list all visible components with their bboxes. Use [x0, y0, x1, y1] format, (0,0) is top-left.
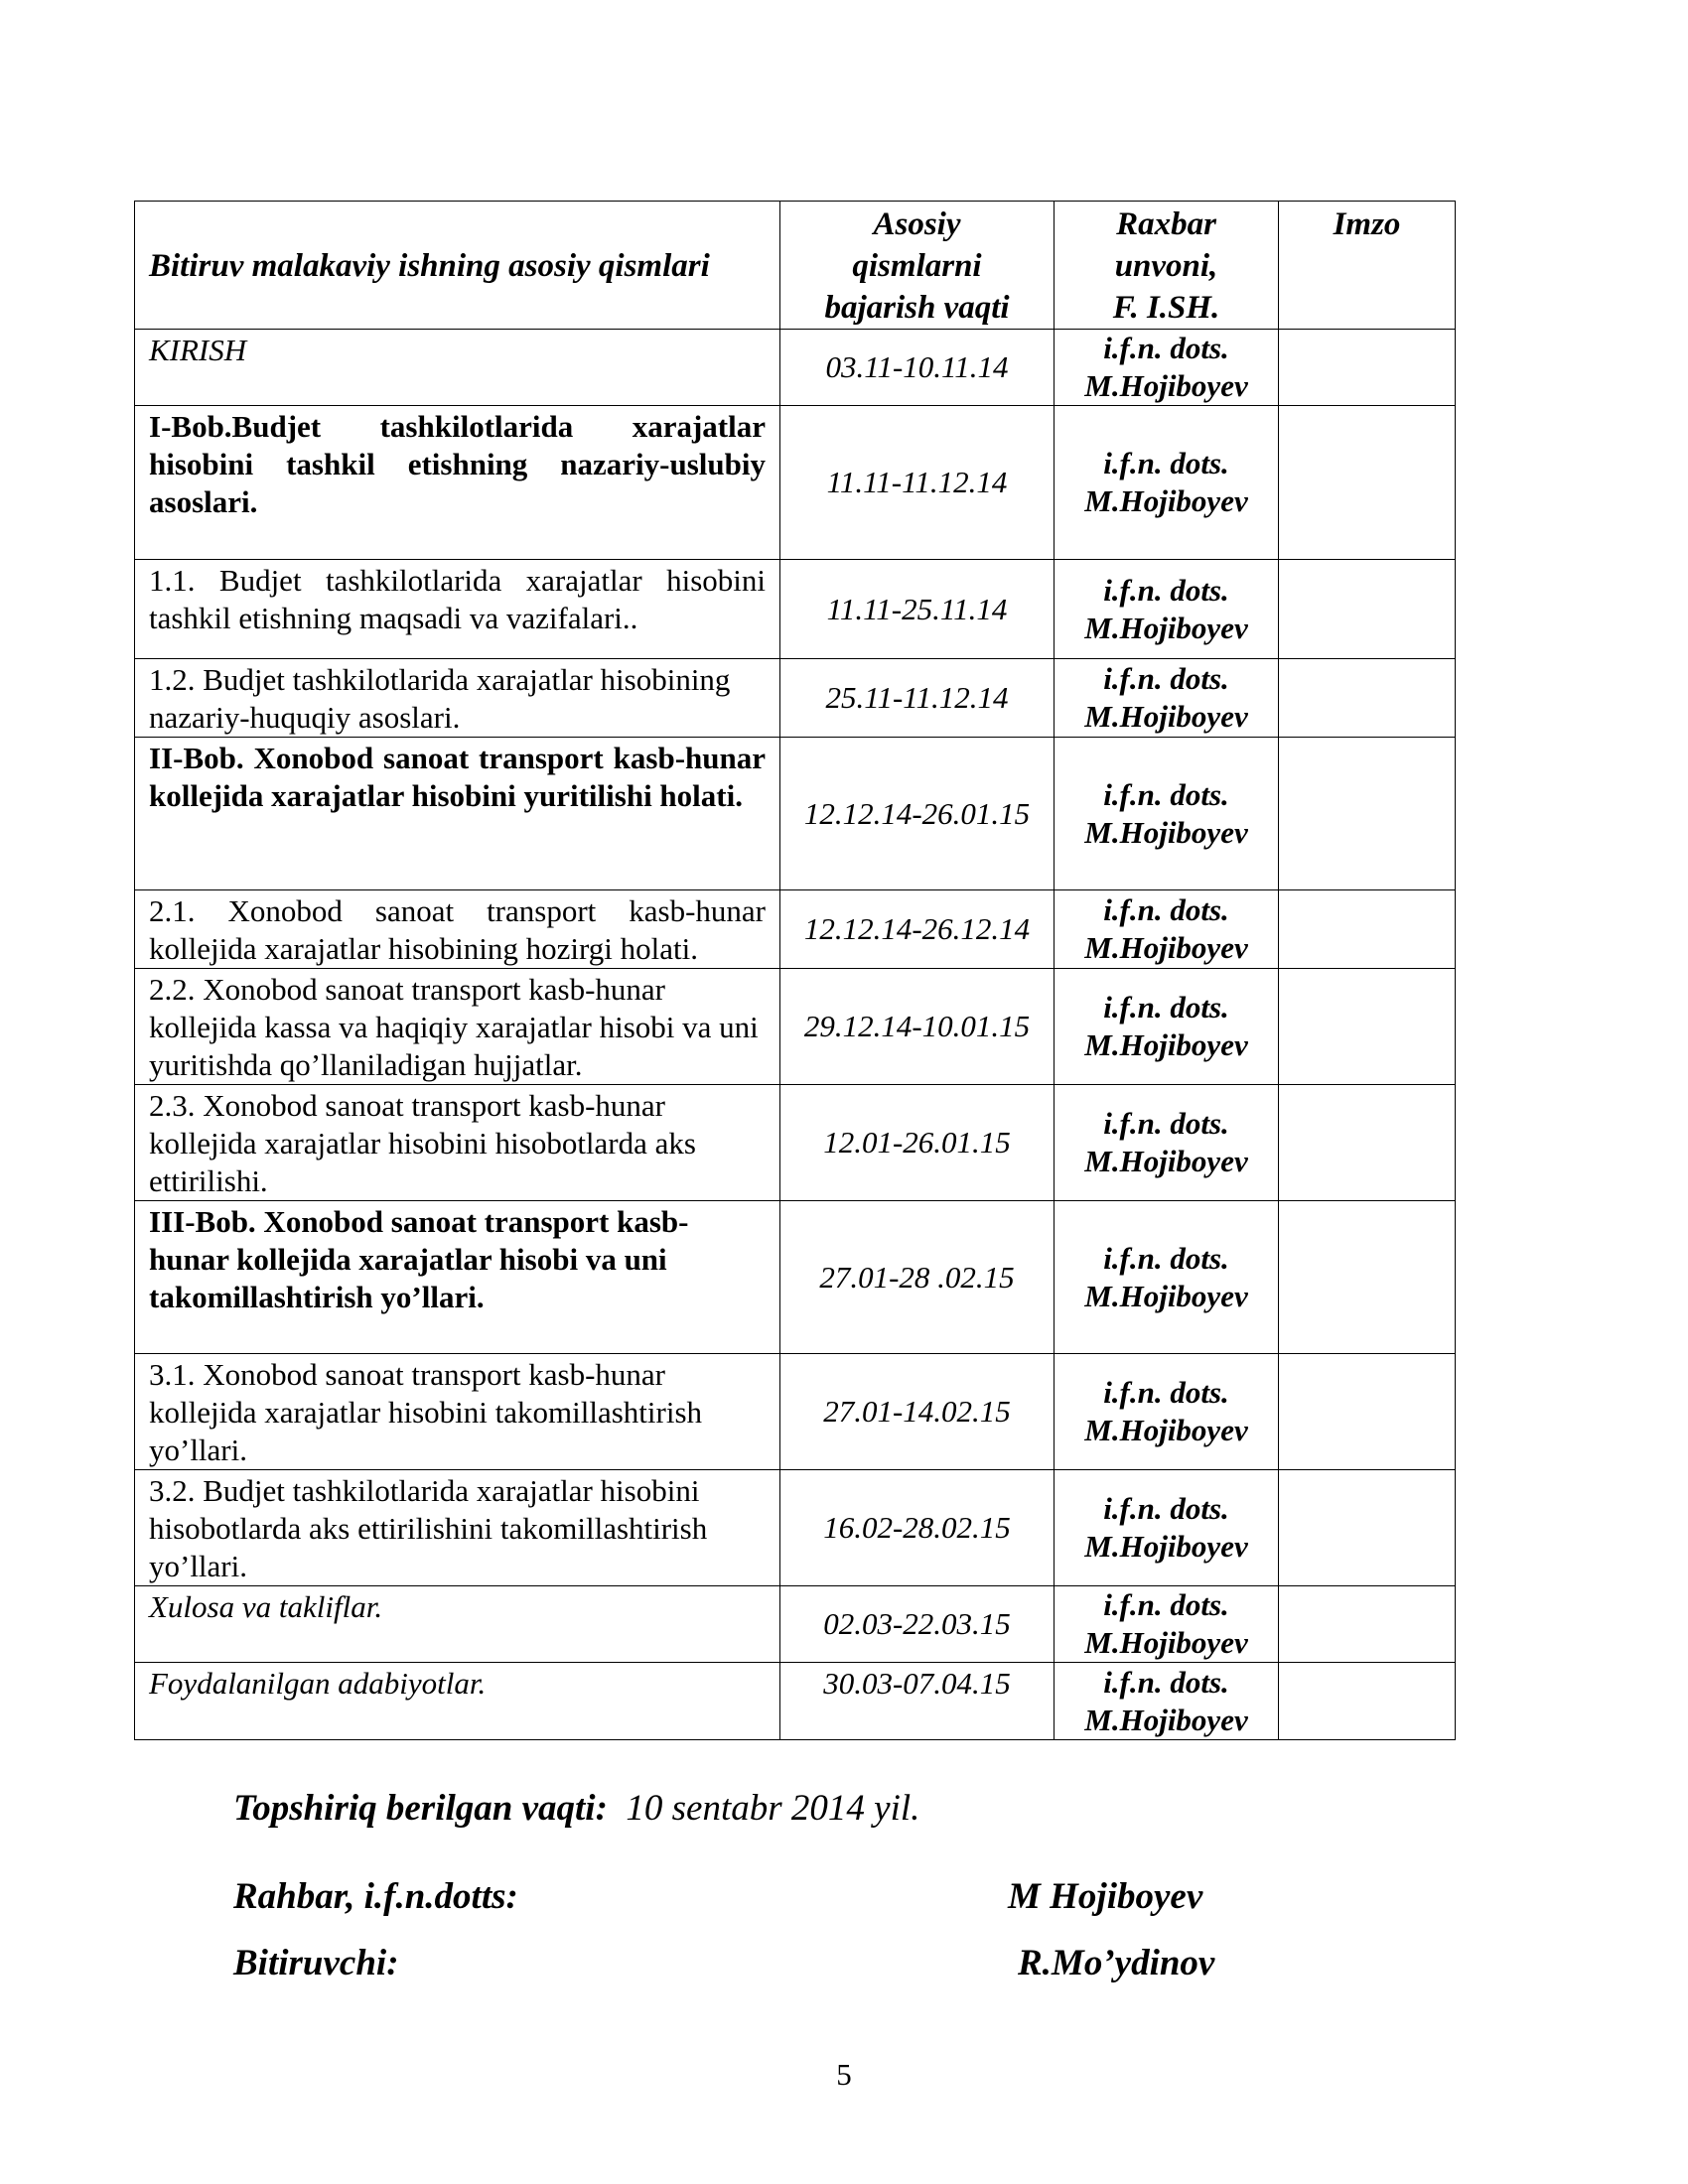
table-row [135, 969, 1456, 1085]
advisor-name: M.Hojiboyev [1084, 1027, 1248, 1062]
row-signature [1279, 1470, 1456, 1586]
graduate-name: R.Mo’ydinov [1018, 1943, 1215, 1983]
row-part: 3.2. Budjet tashkilotlarida xarajatlar hisobini hisobotlarda aks ettirilishini takomillashtirish yo’llari. [135, 1470, 780, 1586]
row-part: 1.1. Budjet tashkilotlarida xarajatlar hisobini tashkil etishning maqsadi va vazifalari.. [135, 560, 780, 659]
header-time-line: Asosiy [873, 206, 961, 242]
row-time: 30.03-07.04.15 [780, 1663, 1055, 1740]
advisor-name: M.Hojiboyev [1084, 1278, 1248, 1313]
assignment-date-line [233, 1787, 919, 1830]
row-advisor [1055, 330, 1279, 406]
header-advisor [1055, 202, 1279, 330]
row-advisor [1055, 1085, 1279, 1201]
advisor-title: i.f.n. dots. [1103, 1106, 1229, 1141]
graduate-label: Bitiruvchi: [233, 1943, 399, 1983]
advisor-title: i.f.n. dots. [1103, 892, 1229, 927]
table-row [135, 560, 1456, 659]
advisor-title: i.f.n. dots. [1103, 661, 1229, 696]
advisor-title: i.f.n. dots. [1103, 1240, 1229, 1276]
row-time: 25.11-11.12.14 [780, 659, 1055, 738]
row-advisor [1055, 969, 1279, 1085]
table-row [135, 890, 1456, 969]
row-advisor [1055, 1354, 1279, 1470]
advisor-title: i.f.n. dots. [1103, 1587, 1229, 1622]
row-signature [1279, 1586, 1456, 1663]
row-time: 12.12.14-26.12.14 [780, 890, 1055, 969]
supervisor-label: Rahbar, i.f.n.dotts: [233, 1876, 518, 1917]
row-time: 02.03-22.03.15 [780, 1586, 1055, 1663]
row-signature [1279, 1354, 1456, 1470]
header-parts: Bitiruv malakaviy ishning asosiy qismlari [135, 202, 780, 330]
row-time: 12.12.14-26.01.15 [780, 738, 1055, 890]
row-advisor [1055, 406, 1279, 560]
row-part: KIRISH [135, 330, 780, 406]
header-advisor-line: Raxbar [1116, 206, 1216, 242]
table-row [135, 659, 1456, 738]
table-row [135, 738, 1456, 890]
row-advisor [1055, 1470, 1279, 1586]
row-signature [1279, 560, 1456, 659]
table-row [135, 330, 1456, 406]
assigned-date: 10 sentabr 2014 yil. [626, 1788, 920, 1829]
row-part: Foydalanilgan adabiyotlar. [135, 1663, 780, 1740]
advisor-name: M.Hojiboyev [1084, 1529, 1248, 1564]
header-time [780, 202, 1055, 330]
page-number: 5 [836, 2057, 852, 2092]
advisor-name: M.Hojiboyev [1084, 1144, 1248, 1178]
row-time: 11.11-11.12.14 [780, 406, 1055, 560]
row-part: 2.1. Xonobod sanoat transport kasb-hunar kollejida xarajatlar hisobining hozirgi holati. [135, 890, 780, 969]
advisor-title: i.f.n. dots. [1103, 446, 1229, 480]
header-signature: Imzo [1279, 202, 1456, 330]
header-time-line: qismlarni [852, 248, 982, 284]
advisor-name: M.Hojiboyev [1084, 1702, 1248, 1737]
row-time: 27.01-14.02.15 [780, 1354, 1055, 1470]
row-advisor [1055, 1201, 1279, 1354]
row-advisor [1055, 659, 1279, 738]
advisor-name: M.Hojiboyev [1084, 610, 1248, 645]
row-part: I-Bob.Budjet tashkilotlarida xarajatlar hisobini tashkil etishning nazariy-uslubiy asoslari. [135, 406, 780, 560]
row-signature [1279, 738, 1456, 890]
table-header-row [135, 202, 1456, 330]
row-advisor [1055, 738, 1279, 890]
row-part: Xulosa va takliflar. [135, 1586, 780, 1663]
header-advisor-line: unvoni, [1114, 248, 1218, 284]
row-part: 2.2. Xonobod sanoat transport kasb-hunar kollejida kassa va haqiqiy xarajatlar hisobi va uni yuritishda qo’llaniladigan hujjatlar. [135, 969, 780, 1085]
table-row [135, 1663, 1456, 1740]
row-time: 27.01-28 .02.15 [780, 1201, 1055, 1354]
advisor-title: i.f.n. dots. [1103, 1375, 1229, 1410]
row-signature [1279, 1663, 1456, 1740]
advisor-name: M.Hojiboyev [1084, 483, 1248, 518]
row-signature [1279, 969, 1456, 1085]
advisor-name: M.Hojiboyev [1084, 1413, 1248, 1447]
row-part: 2.3. Xonobod sanoat transport kasb-hunar kollejida xarajatlar hisobini hisobotlarda aks ettirilishi. [135, 1085, 780, 1201]
row-signature [1279, 890, 1456, 969]
table-row [135, 406, 1456, 560]
table-row [135, 1354, 1456, 1470]
row-advisor [1055, 1586, 1279, 1663]
header-time-line: bajarish vaqti [824, 290, 1010, 326]
row-part: III-Bob. Xonobod sanoat transport kasb-hunar kollejida xarajatlar hisobi va uni takomillashtirish yo’llari. [135, 1201, 780, 1354]
table-row [135, 1085, 1456, 1201]
advisor-title: i.f.n. dots. [1103, 572, 1229, 608]
table-row [135, 1586, 1456, 1663]
table-row [135, 1470, 1456, 1586]
advisor-title: i.f.n. dots. [1103, 331, 1229, 365]
thesis-plan-table [134, 201, 1456, 1740]
advisor-title: i.f.n. dots. [1103, 990, 1229, 1024]
row-signature [1279, 1085, 1456, 1201]
row-advisor [1055, 1663, 1279, 1740]
advisor-title: i.f.n. dots. [1103, 1491, 1229, 1526]
advisor-title: i.f.n. dots. [1103, 1664, 1229, 1700]
header-advisor-line: F. I.SH. [1112, 290, 1220, 326]
row-time: 16.02-28.02.15 [780, 1470, 1055, 1586]
row-part: 3.1. Xonobod sanoat transport kasb-hunar kollejida xarajatlar hisobini takomillashtirish yo’llari. [135, 1354, 780, 1470]
row-time: 29.12.14-10.01.15 [780, 969, 1055, 1085]
row-signature [1279, 330, 1456, 406]
row-signature [1279, 406, 1456, 560]
advisor-name: M.Hojiboyev [1084, 930, 1248, 965]
supervisor-name: M Hojiboyev [1008, 1876, 1203, 1917]
assigned-label: Topshiriq berilgan vaqti: [233, 1788, 608, 1829]
advisor-name: M.Hojiboyev [1084, 814, 1248, 850]
advisor-title: i.f.n. dots. [1103, 776, 1229, 812]
row-part: II-Bob. Xonobod sanoat transport kasb-hunar kollejida xarajatlar hisobini yuritilishi holati. [135, 738, 780, 890]
row-time: 12.01-26.01.15 [780, 1085, 1055, 1201]
row-part: 1.2. Budjet tashkilotlarida xarajatlar hisobining nazariy-huquqiy asoslari. [135, 659, 780, 738]
advisor-name: M.Hojiboyev [1084, 1625, 1248, 1660]
advisor-name: M.Hojiboyev [1084, 368, 1248, 403]
row-signature [1279, 1201, 1456, 1354]
table-row [135, 1201, 1456, 1354]
row-advisor [1055, 560, 1279, 659]
row-signature [1279, 659, 1456, 738]
row-time: 11.11-25.11.14 [780, 560, 1055, 659]
advisor-name: M.Hojiboyev [1084, 699, 1248, 734]
row-time: 03.11-10.11.14 [780, 330, 1055, 406]
row-advisor [1055, 890, 1279, 969]
